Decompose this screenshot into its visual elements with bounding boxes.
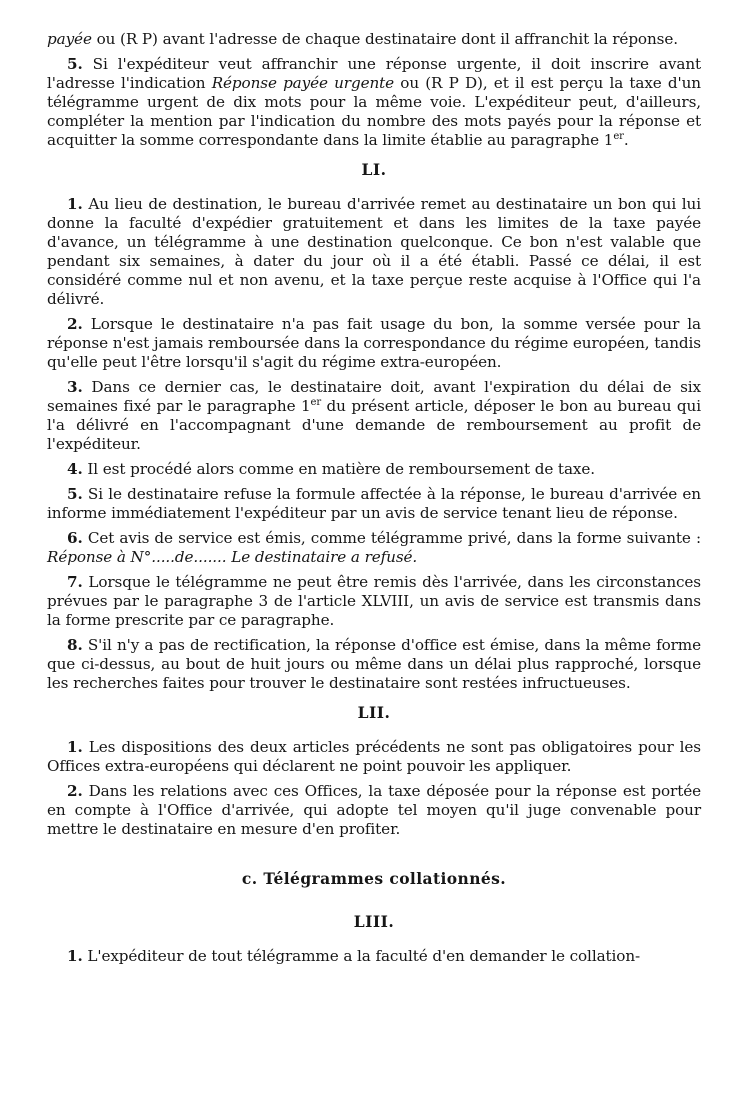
paragraph-number: 5. [67, 55, 83, 73]
paragraph-continued [47, 30, 701, 49]
superscript: er [310, 396, 322, 408]
paragraph-number: 1. [67, 195, 83, 213]
paragraph-text: Il est procédé alors comme en matière de remboursement de taxe. [82, 460, 595, 478]
paragraph-number: 8. [67, 636, 83, 654]
paragraph-text: Au lieu de destination, le bureau d'arrivée remet au destinataire un bon qui lui donne la faculté d'expédier gratuitement et dans les limites de la taxe payée d'avance, un télégramme à une destination quelconque. Ce bon n'est valable que pendant six semaines, à dater du jour où il a été établi. Passé ce délai, il est considéré comme nul et non avenu, et la taxe perçue reste acquise à l'Office qui l'a délivré. [47, 195, 701, 308]
paragraph [47, 573, 701, 630]
section-heading: c. Télégrammes collationnés. [241, 869, 507, 888]
paragraph-number: 5. [67, 485, 83, 503]
paragraph-text: Dans les relations avec ces Offices, la taxe déposée pour la réponse est portée en compte à l'Office d'arrivée, qui adopte tel moyen qu'il juge convenable pour mettre le destinataire en mesure d'en profiter. [47, 782, 701, 838]
italic-text: Réponse payée urgente [211, 74, 395, 92]
paragraph-number: 1. [67, 947, 83, 965]
paragraph [47, 485, 701, 523]
paragraph-text: ou (R P) avant l'adresse de chaque destinataire dont il affranchit la réponse. [91, 30, 678, 48]
paragraph-text: du présent article, déposer le bon au bureau qui l'a délivré en l'accompagnant d'une demande de remboursement au profit de l'expéditeur. [47, 397, 701, 453]
paragraph [47, 782, 701, 839]
paragraph [47, 315, 701, 372]
paragraph-text: Lorsque le télégramme ne peut être remis dès l'arrivée, dans les circonstances prévues par le paragraphe 3 de l'article XLVIII, un avis de service est transmis dans la forme prescrite par ce paragraphe. [47, 573, 701, 629]
article-heading-LII: LII. [357, 703, 391, 722]
paragraph-number: 6. [67, 529, 83, 547]
paragraph-number: 7. [67, 573, 83, 591]
paragraph [47, 636, 701, 693]
paragraph [47, 195, 701, 309]
article-heading-LIII: LIII. [353, 912, 395, 931]
article-heading-LI: LI. [361, 160, 387, 179]
paragraph-number: 2. [67, 782, 83, 800]
paragraph [47, 738, 701, 776]
paragraph [47, 378, 701, 454]
paragraph-text: L'expéditeur de tout télégramme a la faculté d'en demander le collation- [82, 947, 641, 965]
paragraph-text: Lorsque le destinataire n'a pas fait usage du bon, la somme versée pour la réponse n'est jamais remboursée dans la correspondance du régime européen, tandis qu'elle peut l'être lorsqu'il s'agit du régime extra-européen. [47, 315, 701, 371]
paragraph-number: 4. [67, 460, 83, 478]
document-page [47, 30, 701, 972]
paragraph [47, 529, 701, 567]
superscript: er [613, 130, 624, 142]
paragraph-text: ou (R P D), et il est perçu la taxe d'un télégramme urgent de dix mots pour la même voie. L'expéditeur peut, d'ailleurs, compléter la mention par l'indication du nombre des mots payés pour la réponse et acquitter la somme correspondante dans la limite établie au paragraphe 1 [47, 74, 701, 149]
paragraph-text: S'il n'y a pas de rectification, la réponse d'office est émise, dans la même forme que ci-dessus, au bout de huit jours ou même dans un délai plus rapproché, lorsque les recherches faites pour trouver le destinataire sont restées infructueuses. [47, 636, 701, 692]
paragraph-text: . [623, 131, 629, 149]
paragraph [47, 460, 701, 479]
paragraph-text: Les dispositions des deux articles précédents ne sont pas obligatoires pour les Offices extra-européens qui déclarent ne point pouvoir les appliquer. [47, 738, 701, 775]
italic-text: payée [47, 30, 92, 48]
paragraph [47, 947, 701, 966]
paragraph-text: Si l'expéditeur veut affranchir une réponse urgente, il doit inscrire avant l'adresse l'indication [47, 55, 701, 92]
paragraph-5 [47, 55, 701, 150]
paragraph-number: 3. [67, 378, 83, 396]
paragraph-text: Dans ce dernier cas, le destinataire doit, avant l'expiration du délai de six semaines fixé par le paragraphe 1 [47, 378, 701, 415]
paragraph-number: 2. [67, 315, 83, 333]
paragraph-text: Si le destinataire refuse la formule affectée à la réponse, le bureau d'arrivée en informe immédiatement l'expéditeur par un avis de service tenant lieu de réponse. [47, 485, 701, 522]
paragraph-text: Cet avis de service est émis, comme télégramme privé, dans la forme suivante : [82, 529, 701, 547]
italic-text: Réponse à N°.....de....... Le destinataire a refusé. [47, 548, 418, 566]
paragraph-number: 1. [67, 738, 83, 756]
